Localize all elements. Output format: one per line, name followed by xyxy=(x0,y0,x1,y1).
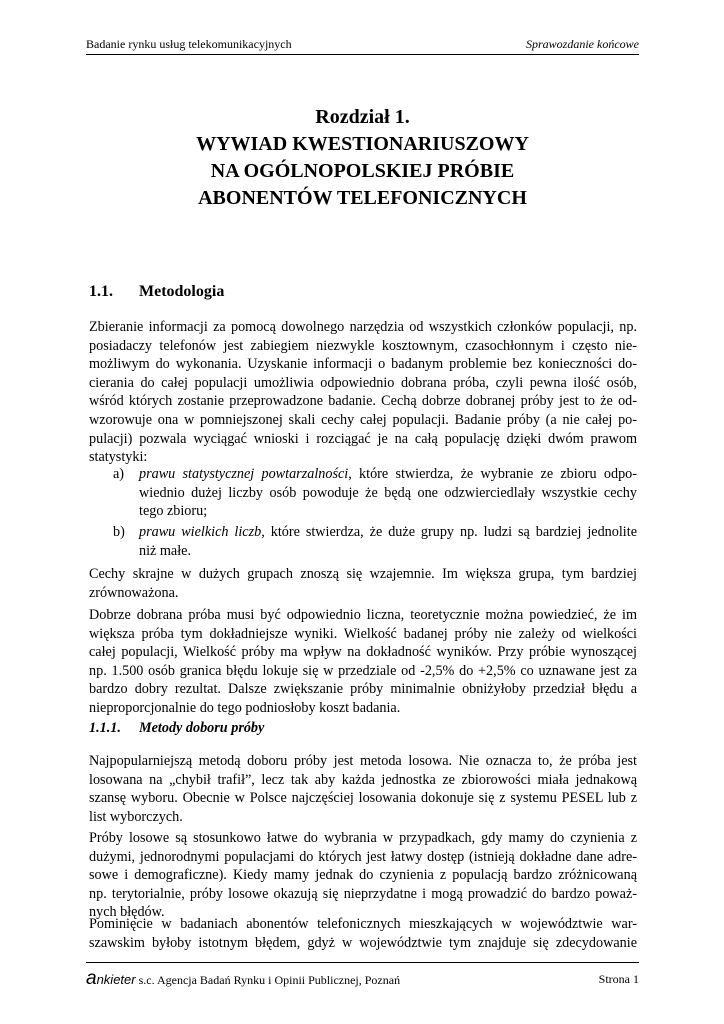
header-report-type: Sprawozdanie końcowe xyxy=(526,37,639,51)
text-line: np. 1.500 osób granica błędu lokuje się w przedziale od -2,5% do +2,5% co uznawane jest za xyxy=(89,662,637,679)
text-line: tego zbioru; xyxy=(139,503,208,520)
text-line: Cechy skrajne w dużych grupach znoszą się wzajemnie. Im większa grupa, tym bardziej xyxy=(89,566,637,582)
chapter-number: Rozdział 1. xyxy=(315,106,410,128)
text-line: możliwym do wykonania. Uzyskanie informacji o badanym problemie bez konieczności do- xyxy=(89,356,637,373)
section-heading xyxy=(89,283,224,301)
chapter-title-line-3: ABONENTÓW TELEFONICZNYCH xyxy=(198,187,527,209)
section-title: Metodologia xyxy=(139,283,225,300)
text-line: szawskim byłoby istotnym błędem, gdyż w województwie tym znajduje się zdecydowanie xyxy=(89,934,637,951)
text-line: Dobrze dobrana próba musi być odpowiednio liczna, teoretycznie można powiedzieć, że im xyxy=(89,607,637,623)
text-line: wzorowuje ona w pomniejszonej skali cechy całej populacji. Badanie próby (a nie całej po- xyxy=(89,411,637,428)
company-suffix: s.c. xyxy=(135,973,155,987)
text-line: wśród których zostanie przeprowadzone badanie. Cechą dobrze dobranej próby jest to że od- xyxy=(89,393,637,410)
footer-company xyxy=(86,968,400,990)
paragraph-6 xyxy=(89,915,637,952)
paragraph-1 xyxy=(89,318,637,467)
list-term: prawu statystycznej powtarzalności xyxy=(139,466,349,482)
list-term: prawu wielkich liczb xyxy=(139,524,262,540)
text-line: Najpopularniejszą metodą doboru próby jest metoda losowa. Nie oznacza to, że próba jest xyxy=(89,753,637,769)
page-footer xyxy=(86,962,639,993)
subsection-title: Metody doboru próby xyxy=(139,720,265,736)
list-text: , które stwierdza, że duże grupy np. ludzi są bardziej jednolite xyxy=(261,524,637,540)
section-number: 1.1. xyxy=(89,283,113,300)
logo-initial: a xyxy=(86,968,97,989)
header-title: Badanie rynku usług telekomunikacyjnych xyxy=(86,37,292,51)
page-header xyxy=(86,37,639,55)
text-line: np. terytorialnie, próby losowe okazują się nieprzydatne i mogą prowadzić do bardzo poważ- xyxy=(89,885,637,902)
logo-text: nkieter xyxy=(96,972,136,987)
paragraph-4 xyxy=(89,752,637,826)
list-marker: a) xyxy=(113,466,125,482)
subsection-heading xyxy=(89,720,264,737)
text-line: list wyborczych. xyxy=(89,808,183,825)
paragraph-2 xyxy=(89,565,637,602)
text-line: cierania do całej populacji umożliwia odpowiednio dobrana próba, czyli pewna ilość osób, xyxy=(89,374,637,391)
agency-name: Agencja Badań Rynku i Opinii Publicznej, Poznań xyxy=(154,973,401,987)
text-line xyxy=(139,465,637,484)
paragraph-5 xyxy=(89,829,637,922)
chapter-title xyxy=(86,104,639,212)
text-line: statystyki: xyxy=(89,449,148,466)
text-line: Próby losowe są stosunkowo łatwe do wybrania w przypadkach, gdy mamy do czynienia z xyxy=(89,830,637,846)
text-line: losowana na „chybił trafił”, lecz tak aby każda jednostka ze zbiorowości miała jednakową xyxy=(89,771,637,788)
text-line: pulacji) pozwala wyciągać wnioski i rozciągać je na całą populację dzięki dwóm prawom xyxy=(89,430,637,447)
text-line: dużymi, jednorodnymi populacjami do których jest łatwy dostęp (istnieją dokładne dane adre- xyxy=(89,848,637,865)
text-line xyxy=(139,523,637,542)
list-marker: b) xyxy=(113,524,125,540)
text-line: zrównoważona. xyxy=(89,584,179,601)
company-logo xyxy=(86,968,136,989)
text-line: Zbieranie informacji za pomocą dowolnego narzędzia od wszystkich członków populacji, np. xyxy=(89,319,637,335)
text-line: Pominięcie w badaniach abonentów telefonicznych mieszkających w województwie war- xyxy=(89,916,637,932)
text-line: całej populacji, Wielkość próby ma wpływ na dokładność wyników. Przy próbie wynoszącej xyxy=(89,644,637,661)
text-line: nych błędów. xyxy=(89,904,165,921)
subsection-number: 1.1.1. xyxy=(89,720,121,736)
text-line: posiadaczy telefonów jest zabiegiem niezwykle kosztownym, czasochłonnym i często nie- xyxy=(89,337,637,354)
paragraph-3 xyxy=(89,606,637,718)
text-line: bardzo dobry rezultat. Dalsze zwiększanie próby minimalnie obniżyłoby przedział błędu a xyxy=(89,681,637,698)
text-line: niż małe. xyxy=(139,542,191,559)
page-number: Strona 1 xyxy=(598,972,639,986)
text-line: sowe i demograficzne). Kiedy mamy jednak do czynienia z populacją bardzo zróżnicowaną xyxy=(89,867,637,884)
text-line: wiednio dużej liczby osób powoduje że będą one odzwierciedlały wszystkie cechy xyxy=(139,484,637,501)
text-line: większa próba tym dokładniejsze wyniki. Wielkość badanej próby nie zależy od wielkości xyxy=(89,625,637,642)
list-text: , które stwierdza, że wybranie ze zbioru odpo- xyxy=(348,466,637,482)
chapter-title-line-1: WYWIAD KWESTIONARIUSZOWY xyxy=(196,133,529,155)
text-line: szansę wyboru. Obecnie w Polsce najczęściej losowania dokonuje się z systemu PESEL lub z xyxy=(89,790,637,807)
chapter-title-line-2: NA OGÓLNOPOLSKIEJ PRÓBIE xyxy=(210,160,515,182)
text-line: nieproporcjonalnie do tego podniosłoby koszt badania. xyxy=(89,699,401,716)
